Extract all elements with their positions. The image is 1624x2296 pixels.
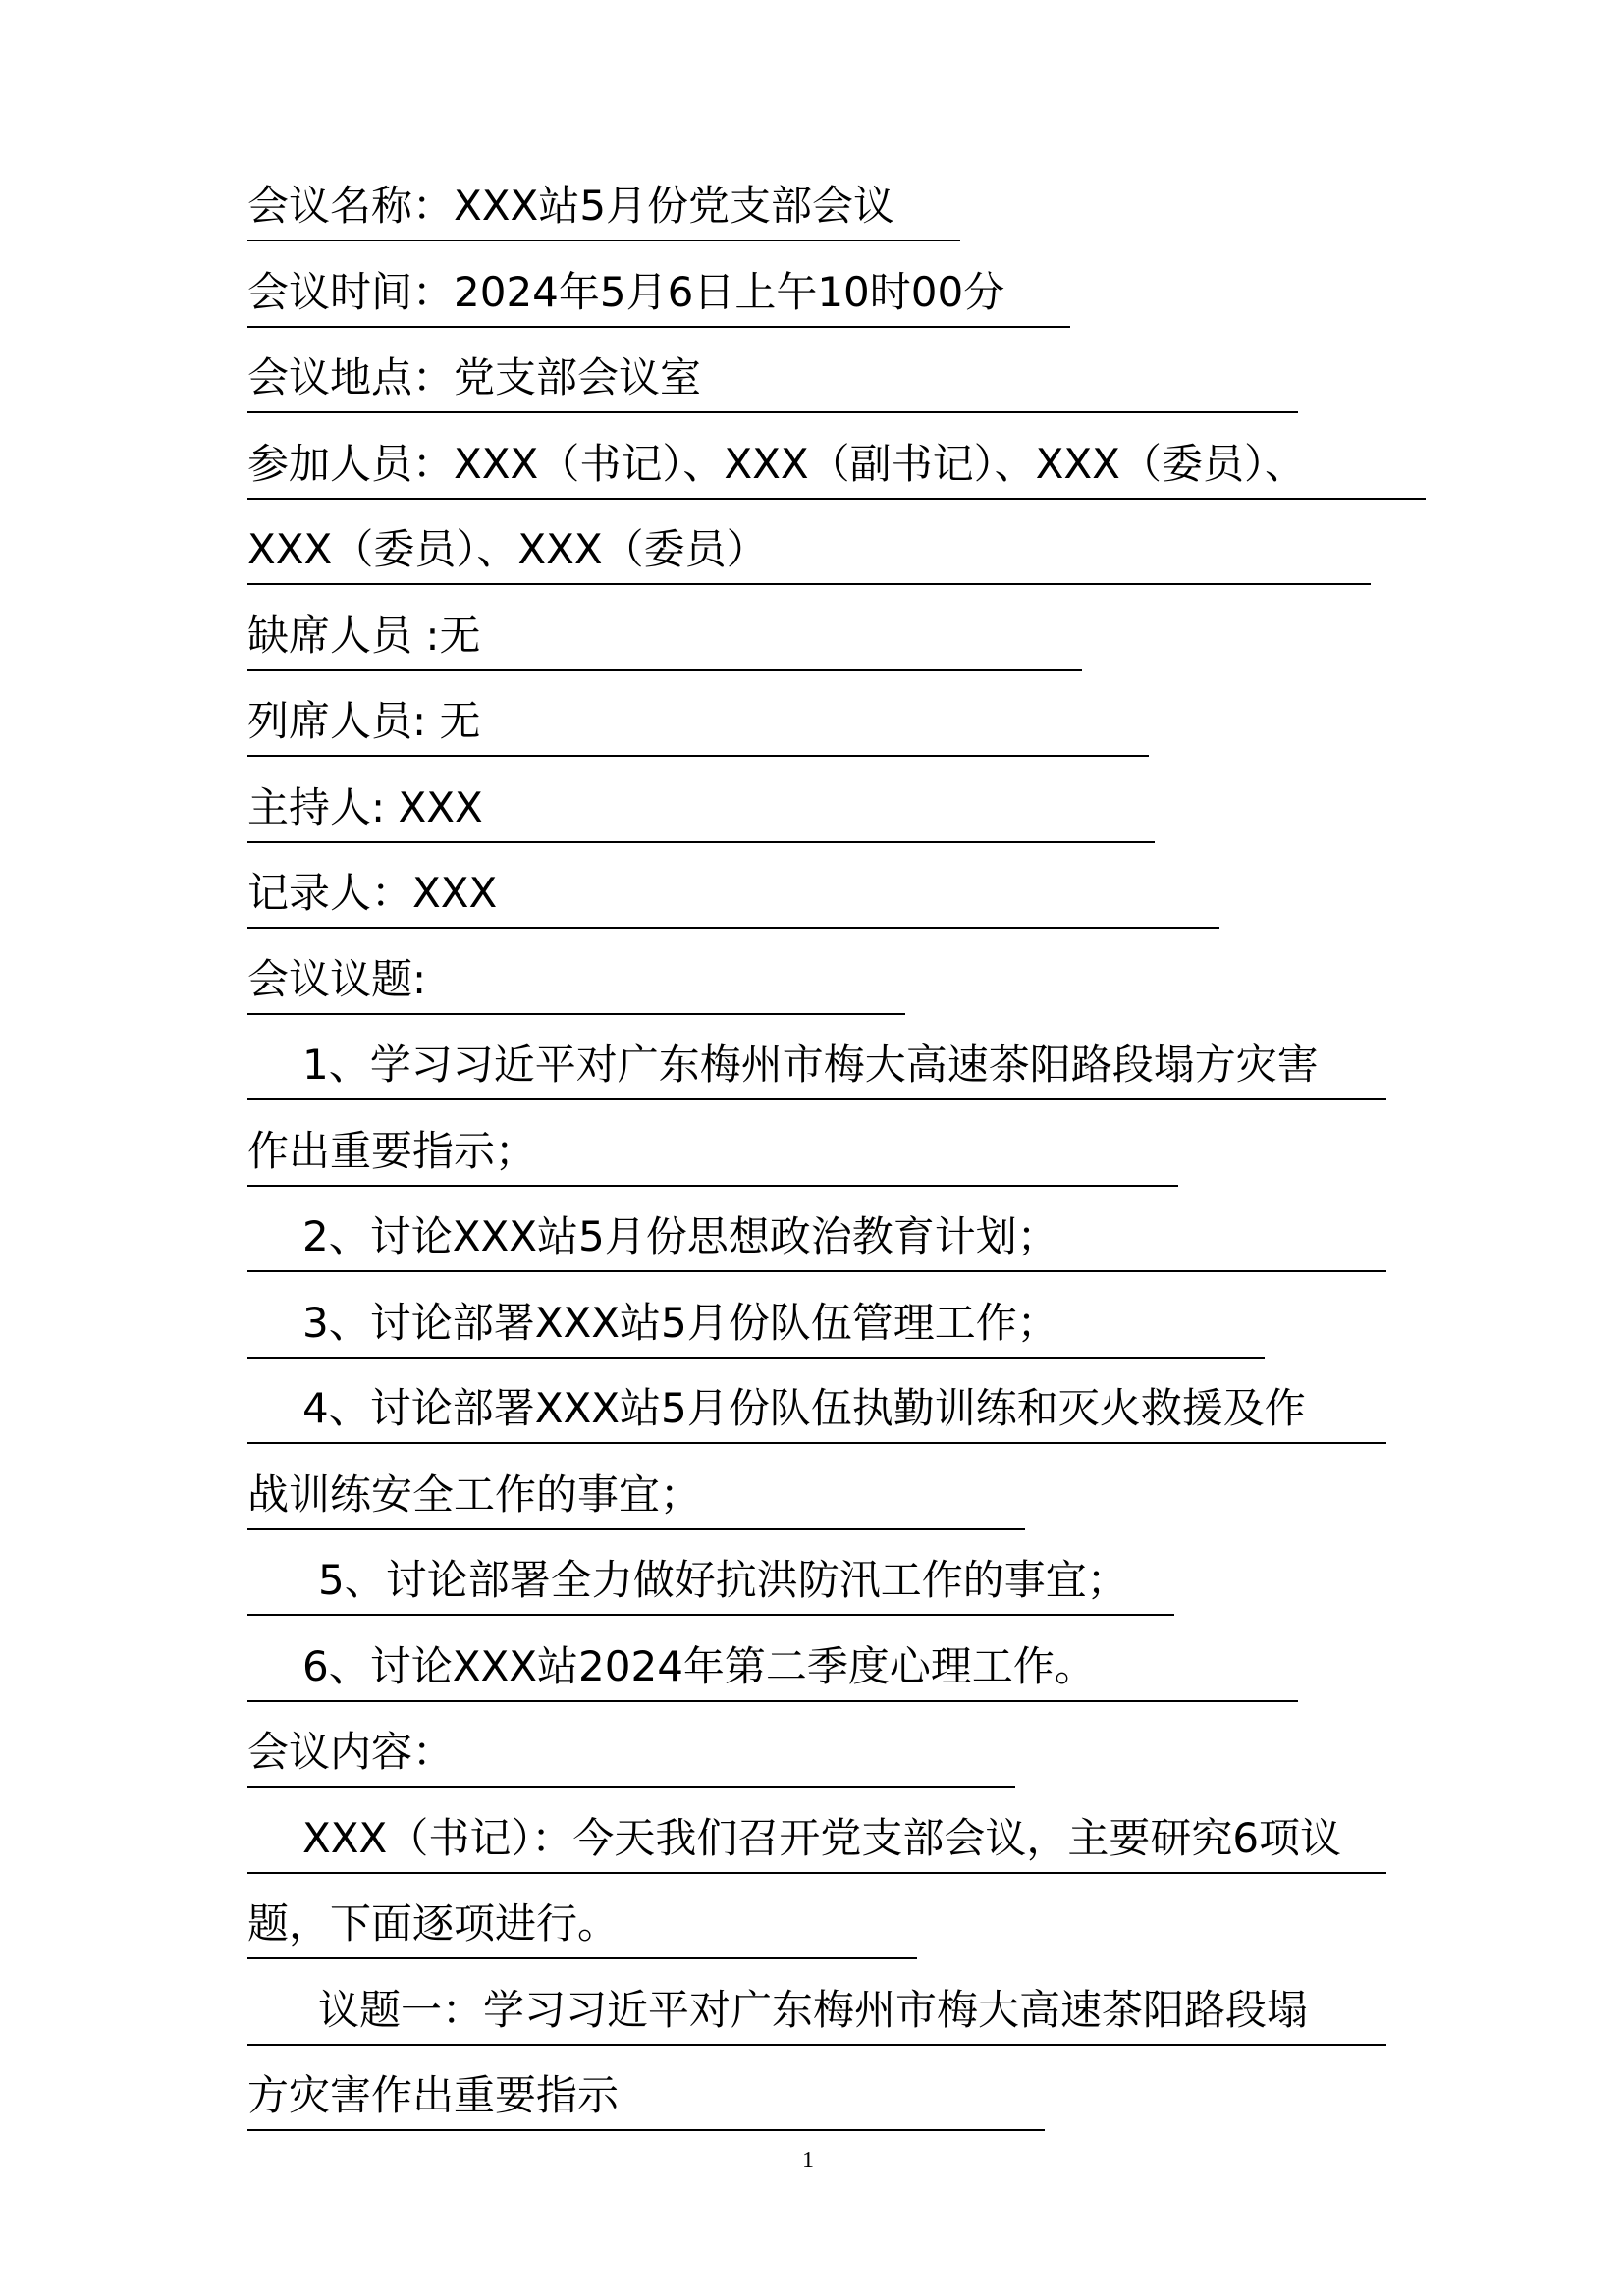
secretary-remark-line-1: XXX（书记）：今天我们召开党支部会议，主要研究6项议 xyxy=(247,1813,1386,1874)
host-line: 主持人: XXX xyxy=(247,782,1155,843)
meeting-content-heading: 会议内容： xyxy=(247,1727,1015,1788)
meeting-name-line: 会议名称：XXX站5月份党支部会议 xyxy=(247,181,960,241)
attendees-line: 参加人员：XXX（书记）、XXX（副书记）、XXX（委员）、 xyxy=(247,439,1426,500)
topic-one-heading-line-1: 议题一：学习习近平对广东梅州市梅大高速茶阳路段塌 xyxy=(247,1985,1386,2046)
nonvoting-attendees-line: 列席人员: 无 xyxy=(247,696,1149,757)
secretary-remark-line-2: 题，下面逐项进行。 xyxy=(247,1898,917,1959)
agenda-item-1-line-2: 作出重要指示； xyxy=(247,1126,1178,1187)
recorder-line: 记录人：XXX xyxy=(247,868,1219,929)
agenda-item-5: 5、讨论部署全力做好抗洪防汛工作的事宜； xyxy=(247,1555,1174,1616)
meeting-location-line: 会议地点：党支部会议室 xyxy=(247,352,1298,413)
agenda-item-4-line-2: 战训练安全工作的事宜； xyxy=(247,1469,1025,1530)
agenda-item-3: 3、讨论部署XXX站5月份队伍管理工作； xyxy=(247,1298,1265,1359)
topic-one-heading-line-2: 方灾害作出重要指示 xyxy=(247,2070,1045,2131)
absent-members-line: 缺席人员 :无 xyxy=(247,611,1082,671)
agenda-item-6: 6、讨论XXX站2024年第二季度心理工作。 xyxy=(247,1641,1298,1702)
attendees-continued-line: XXX（委员）、XXX（委员） xyxy=(247,524,1371,585)
agenda-heading: 会议议题: xyxy=(247,954,905,1015)
agenda-item-4-line-1: 4、讨论部署XXX站5月份队伍执勤训练和灭火救援及作 xyxy=(247,1383,1386,1444)
agenda-item-1-line-1: 1、学习习近平对广东梅州市梅大高速茶阳路段塌方灾害 xyxy=(247,1040,1386,1100)
meeting-time-line: 会议时间：2024年5月6日上午10时00分 xyxy=(247,267,1070,328)
page-number: 1 xyxy=(802,2148,814,2173)
agenda-item-2: 2、讨论XXX站5月份思想政治教育计划； xyxy=(247,1211,1386,1272)
